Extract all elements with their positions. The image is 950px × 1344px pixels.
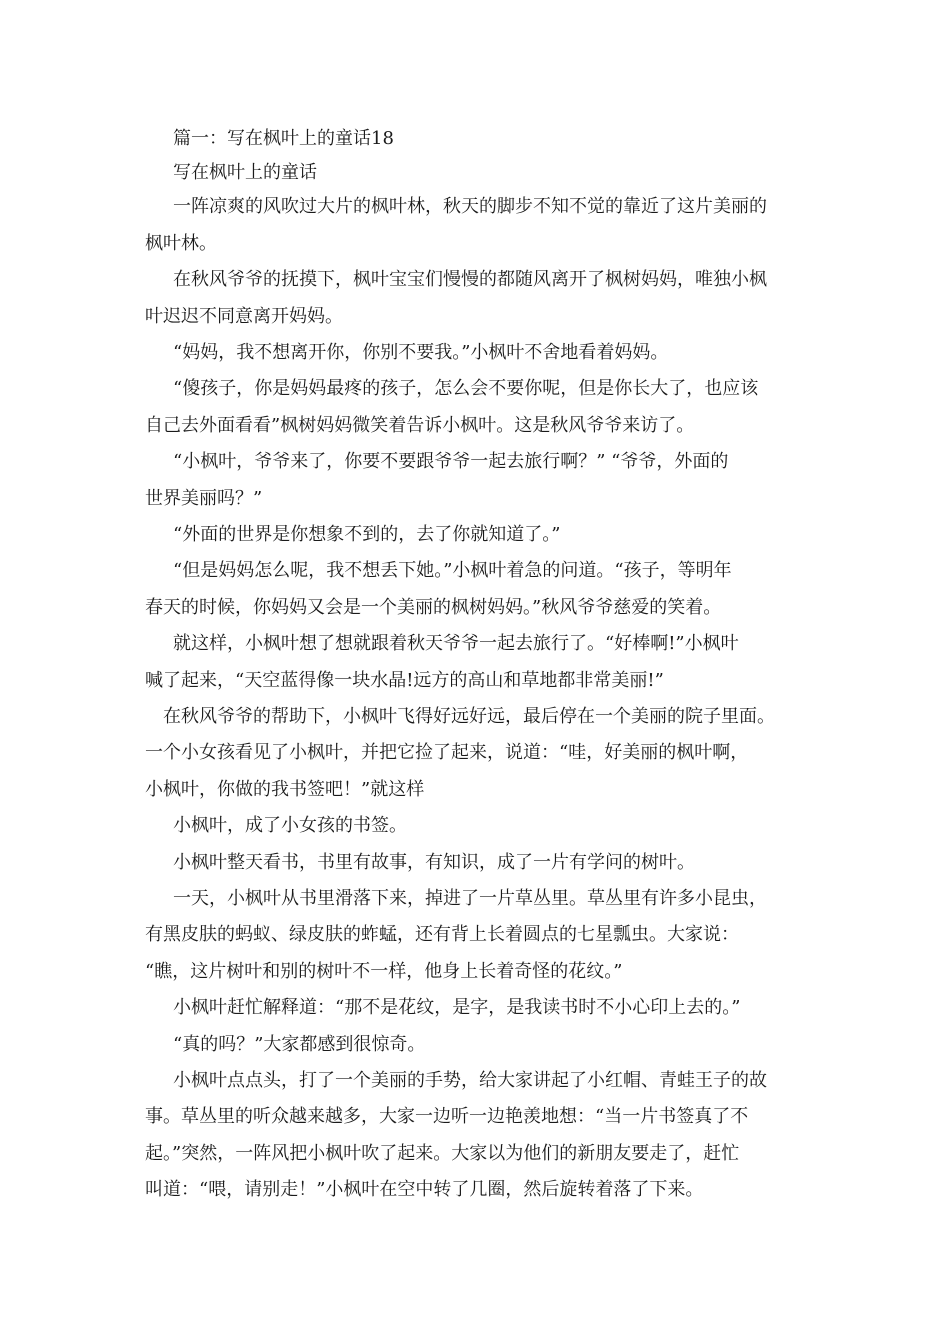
- text-line: 小枫叶赶忙解释道：“那不是花纹，是字，是我读书时不小心印上去的。”: [173, 997, 741, 1018]
- text-line: 自己去外面看看”枫树妈妈微笑着告诉小枫叶。这是秋风爷爷来访了。: [145, 415, 695, 436]
- text-line: 小枫叶，成了小女孩的书签。: [173, 815, 407, 836]
- story-title: 写在枫叶上的童话: [173, 162, 317, 183]
- text-line: 事。草丛里的听众越来越多，大家一边听一边艳羡地想：“当一片书签真了不: [145, 1106, 749, 1127]
- text-line: “外面的世界是你想象不到的，去了你就知道了。”: [173, 524, 561, 545]
- text-line: 一个小女孩看见了小枫叶，并把它捡了起来，说道：“哇，好美丽的枫叶啊，: [145, 742, 749, 763]
- text-line: “真的吗？”大家都感到很惊奇。: [173, 1034, 426, 1055]
- text-line: “傻孩子，你是妈妈最疼的孩子，怎么会不要你呢，但是你长大了，也应该: [173, 378, 759, 399]
- text-line: 小枫叶整天看书，书里有故事，有知识，成了一片有学问的树叶。: [173, 852, 695, 873]
- text-line: 世界美丽吗？”: [145, 488, 263, 509]
- text-line: “瞧，这片树叶和别的树叶不一样，他身上长着奇怪的花纹。”: [145, 961, 623, 982]
- text-line: 春天的时候，你妈妈又会是一个美丽的枫树妈妈。”秋风爷爷慈爱的笑着。: [145, 597, 722, 618]
- text-line: 叶迟迟不同意离开妈妈。: [145, 306, 343, 327]
- text-line: “妈妈，我不想离开你，你别不要我。”小枫叶不舍地看着妈妈。: [173, 342, 669, 363]
- text-line: 在秋风爷爷的抚摸下，枫叶宝宝们慢慢的都随风离开了枫树妈妈，唯独小枫: [173, 269, 767, 290]
- text-line: “但是妈妈怎么呢，我不想丢下她。”小枫叶着急的问道。“孩子，等明年: [173, 560, 732, 581]
- text-line: 一阵凉爽的风吹过大片的枫叶林，秋天的脚步不知不觉的靠近了这片美丽的: [173, 196, 767, 217]
- text-line: 小枫叶，你做的我书签吧！”就这样: [145, 779, 425, 800]
- text-line: 叫道：“喂，请别走！”小枫叶在空中转了几圈，然后旋转着落了下来。: [145, 1179, 704, 1200]
- text-line: 在秋风爷爷的帮助下，小枫叶飞得好远好远，最后停在一个美丽的院子里面。: [163, 706, 775, 727]
- text-line: 就这样，小枫叶想了想就跟着秋天爷爷一起去旅行了。“好棒啊!”小枫叶: [173, 633, 739, 654]
- text-line: 有黑皮肤的蚂蚁、绿皮肤的蚱蜢，还有背上长着圆点的七星瓢虫。大家说：: [145, 924, 739, 945]
- text-line: 枫叶林。: [145, 233, 217, 254]
- text-line: 小枫叶点点头，打了一个美丽的手势，给大家讲起了小红帽、青蛙王子的故: [173, 1070, 767, 1091]
- text-line: “小枫叶，爷爷来了，你要不要跟爷爷一起去旅行啊？” “爷爷，外面的: [173, 451, 729, 472]
- text-line: 起。”突然，一阵风把小枫叶吹了起来。大家以为他们的新朋友要走了，赶忙: [145, 1143, 740, 1164]
- section-heading: 篇一：写在枫叶上的童话18: [173, 128, 394, 149]
- text-line: 一天，小枫叶从书里滑落下来，掉进了一片草丛里。草丛里有许多小昆虫，: [173, 888, 767, 909]
- text-line: 喊了起来，“天空蓝得像一块水晶!远方的高山和草地都非常美丽!”: [145, 670, 664, 691]
